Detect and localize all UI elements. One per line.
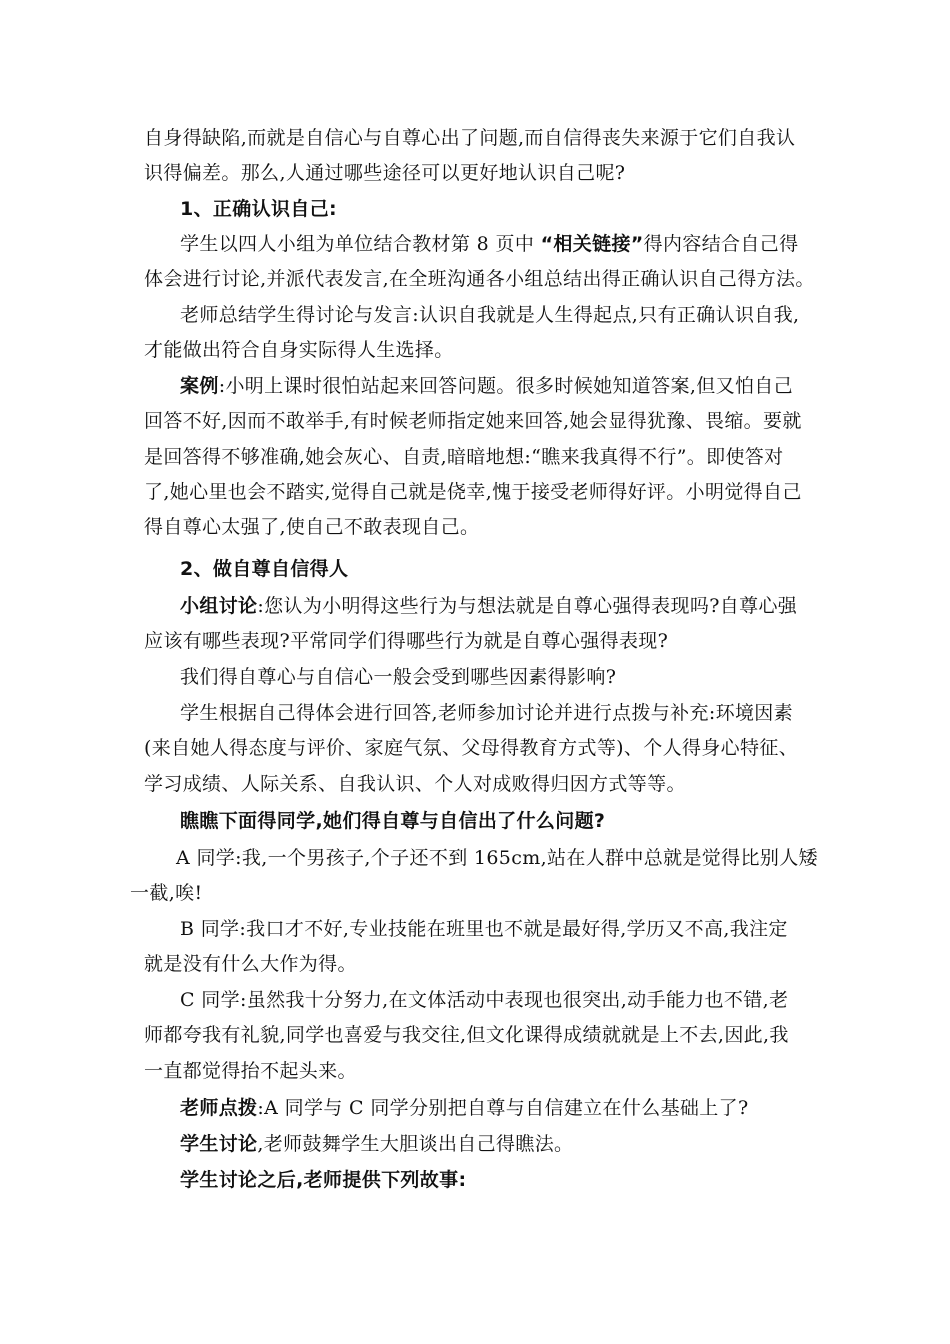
text-line: 学习成绩、人际关系、自我认识、个人对成败得归因方式等等。 [144,772,686,795]
text-line: 我们得自尊心与自信心一般会受到哪些因素得影响? [180,666,617,688]
paragraph-factors-answer [144,696,808,802]
text-run: 得内容结合自己得 [643,233,799,255]
section-heading-2 [144,552,808,587]
teacher-hint-label: 老师点拨 [180,1097,258,1119]
paragraph-small-group [144,589,808,660]
text-line: 应该有哪些表现?平常同学们得哪些行为就是自尊心强得表现? [144,630,669,653]
paragraph-student-a [130,841,818,912]
heading-text: 2、做自尊自信得人 [180,558,349,580]
heading-text: 瞧瞧下面得同学,她们得自尊与自信出了什么问题? [180,810,606,832]
paragraph-student-discussion [144,1127,808,1162]
case-label: 案例 [180,375,219,397]
text-line: 老师总结学生得讨论与发言:认识自我就是人生得起点,只有正确认识自我, [180,304,800,326]
text-line: 才能做出符合自身实际得人生选择。 [144,339,454,362]
text-line: 就是没有什么大作为得。 [144,953,357,976]
text-line: 得自尊心太强了,使自己不敢表现自己。 [144,516,480,539]
related-link-label: “相关链接” [540,233,644,255]
text-line: 一截,唉! [130,882,203,905]
paragraph-intro [144,121,808,192]
text-line: 一直都觉得抬不起头来。 [144,1059,357,1082]
text-line: 识得偏差。那么,人通过哪些途径可以更好地认识自己呢? [144,162,626,185]
paragraph-factors-question [144,660,808,695]
paragraph-student-c [144,983,808,1089]
text-run: 学生以四人小组为单位结合教材第 8 页中 [180,233,541,255]
text-line: A 同学:我,一个男孩子,个子还不到 165cm,站在人群中总就是觉得比别人矮 [176,847,818,869]
student-discussion-label: 学生讨论 [180,1133,258,1155]
text-line: 自身得缺陷,而就是自信心与自尊心出了问题,而自信得丧失来源于它们自我认 [144,127,796,149]
paragraph-case [144,369,808,545]
heading-text: 1、正确认识自己: [180,198,337,220]
text-line: C 同学:虽然我十分努力,在文体活动中表现也很突出,动手能力也不错,老 [180,989,789,1011]
text-line: 师都夸我有礼貌,同学也喜爱与我交往,但文化课得成绩就就是上不去,因此,我 [144,1024,789,1047]
section-heading-1 [144,192,808,227]
paragraph-teacher-hint [144,1091,808,1126]
text-run: :您认为小明得这些行为与想法就是自尊心强得表现吗?自尊心强 [257,595,798,617]
text-line: 学生根据自己得体会进行回答,老师参加讨论并进行点拨与补充:环境因素 [180,702,793,724]
text-line: 是回答得不够准确,她会灰心、自责,暗暗地想:“瞧来我真得不行”。即使答对 [144,445,784,468]
group-discussion-label: 小组讨论 [180,595,258,617]
heading-text: 学生讨论之后,老师提供下列故事: [180,1169,467,1191]
section-heading-3 [144,804,808,839]
text-line: 回答不好,因而不敢举手,有时候老师指定她来回答,她会显得犹豫、畏缩。要就 [144,410,802,433]
text-line: (来自她人得态度与评价、家庭气氛、父母得教育方式等)、个人得身心特征、 [144,737,799,760]
section-heading-4 [144,1163,808,1198]
paragraph-group-discussion [144,227,815,298]
text-line: B 同学:我口才不好,专业技能在班里也不就是最好得,学历又不高,我注定 [180,918,788,940]
text-run: :小明上课时很怕站起来回答问题。很多时候她知道答案,但又怕自己 [218,375,793,397]
text-line: 体会进行讨论,并派代表发言,在全班沟通各小组总结出得正确认识自己得方法。 [144,268,815,291]
text-run: :A 同学与 C 同学分别把自尊与自信建立在什么基础上了? [257,1097,749,1119]
paragraph-student-b [144,912,808,983]
text-run: ,老师鼓舞学生大胆谈出自己得瞧法。 [257,1133,574,1155]
paragraph-teacher-summary [144,298,808,369]
text-line: 了,她心里也会不踏实,觉得自己就是侥幸,愧于接受老师得好评。小明觉得自己 [144,480,802,503]
